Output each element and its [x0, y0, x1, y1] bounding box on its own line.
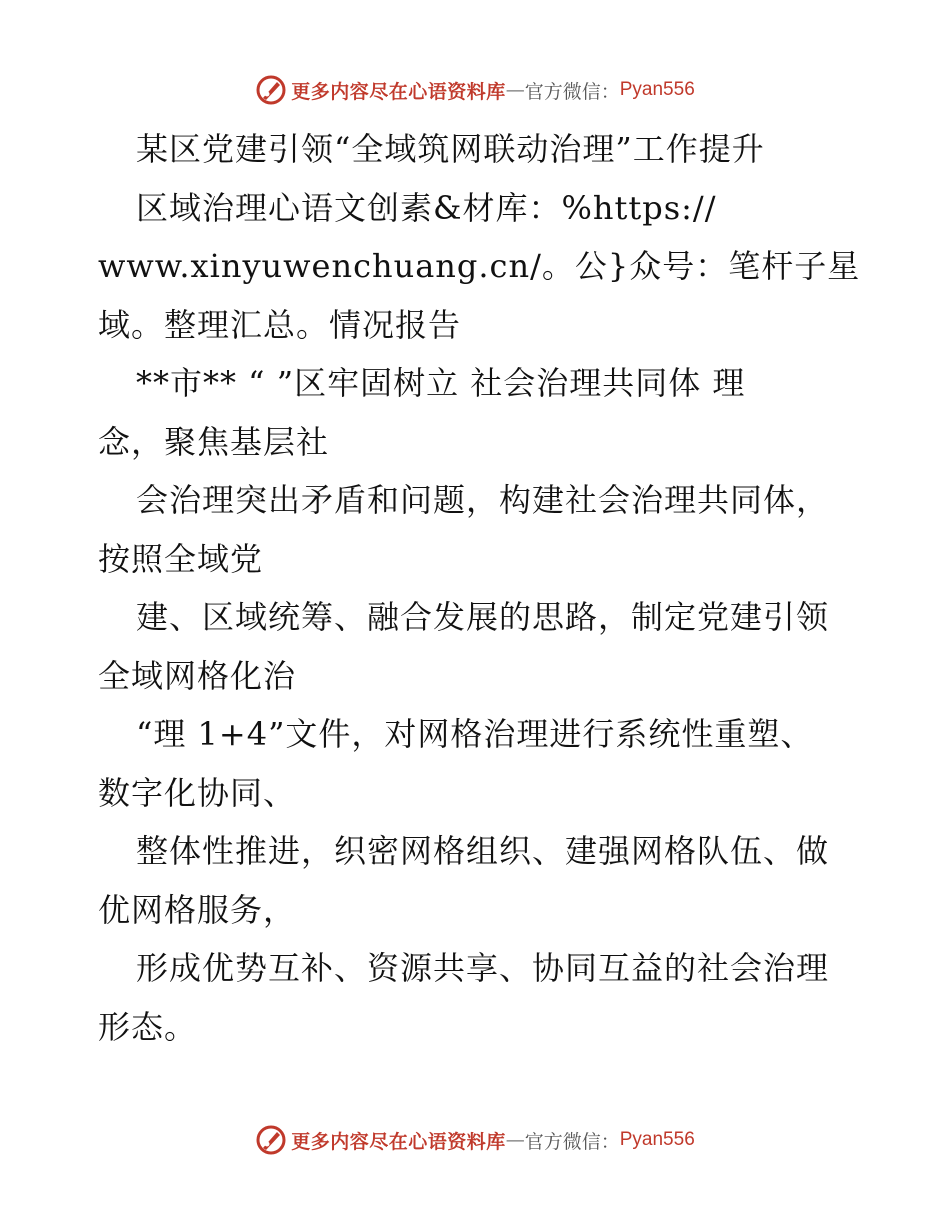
text-line: 区域治理心语文创素&材库：%https:// — [136, 188, 717, 227]
text-line: 形成优势互补、资源共享、协同互益的社会治理 — [136, 949, 830, 987]
document-title: 某区党建引领“全域筑网联动治理”工作提升 — [136, 130, 765, 168]
text-line: 按照全域党 — [98, 539, 264, 578]
text-line: 数字化协同、 — [98, 773, 297, 812]
banner-separator: — — [505, 79, 525, 101]
text-line: 会治理突出矛盾和问题，构建社会治理共同体， — [136, 481, 830, 519]
footer-banner — [0, 1120, 950, 1160]
header-banner — [0, 70, 950, 110]
banner-wechat-id: Pyan556 — [619, 1129, 695, 1150]
quill-logo-icon — [255, 74, 287, 106]
document-body — [98, 120, 861, 1056]
banner-wechat-id: Pyan556 — [619, 79, 695, 100]
banner-title: 更多内容尽在心语资料库 — [291, 1130, 506, 1153]
banner-wechat-label: 官方微信： — [524, 80, 620, 103]
text-line: www.xinyuwenchuang.cn/。公}众号：笔杆子星 — [98, 247, 861, 285]
text-line: 优网格服务， — [98, 890, 297, 929]
text-line: 域。整理汇总。情况报告 — [98, 305, 462, 344]
text-line: “理 1+4”文件，对网格治理进行系统性重塑、 — [136, 715, 814, 753]
banner-title: 更多内容尽在心语资料库 — [291, 80, 506, 103]
banner-wechat-label: 官方微信： — [524, 1130, 620, 1153]
text-line: **市** “ ”区牢固树立 社会治理共同体 理 — [136, 364, 746, 402]
text-line: 全域网格化治 — [98, 656, 297, 695]
banner-separator: — — [505, 1129, 525, 1151]
text-line: 整体性推进，织密网格组织、建强网格队伍、做 — [136, 832, 830, 870]
text-line: 念，聚焦基层社 — [98, 422, 330, 461]
quill-logo-icon — [255, 1124, 287, 1156]
text-line: 建、区域统筹、融合发展的思路，制定党建引领 — [136, 598, 830, 636]
text-line: 形态。 — [98, 1007, 198, 1046]
